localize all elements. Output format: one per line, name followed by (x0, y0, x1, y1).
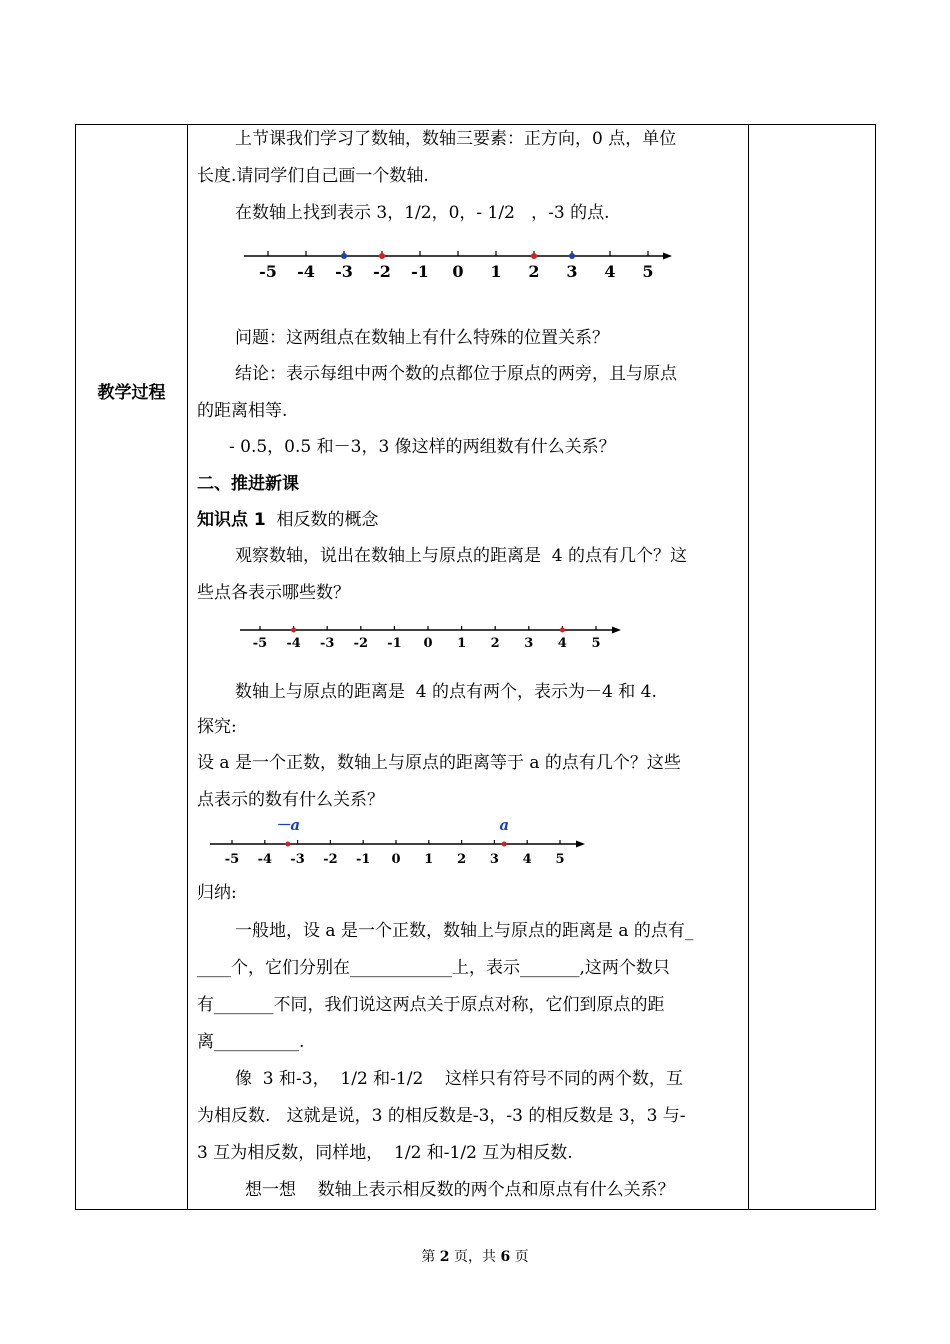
footer-middle: 页，共 (449, 1249, 501, 1265)
table-col-divider-2 (748, 124, 749, 1210)
knowledge-point (197, 510, 379, 530)
tick-label: 5 (555, 852, 565, 867)
answer-line: 数轴上与原点的距离是 4 的点有两个，表示为－4 和 4. (235, 682, 657, 702)
observe-line-1: 观察数轴，说出在数轴上与原点的距离是 4 的点有几个？这 (235, 546, 688, 566)
tick-label: 2 (528, 262, 540, 281)
table-right-border (875, 124, 876, 1210)
number-line-point (379, 253, 385, 259)
knowledge-point-title: 相反数的概念 (265, 510, 379, 530)
tick-label: 4 (522, 852, 532, 867)
tick-label: 3 (489, 852, 499, 867)
think-prompt: 想一想 数轴上表示相反数的两个点和原点有什么关系？ (245, 1180, 675, 1200)
tick-label: -5 (259, 262, 277, 281)
tick-label: 4 (557, 636, 567, 651)
footer-page-number: 2 (439, 1249, 450, 1265)
tick-label: -3 (319, 636, 335, 651)
definition-line-1: 像 3 和-3， 1/2 和-1/2 这样只有符号不同的两个数，互 (235, 1069, 683, 1089)
summary-line-1: 一般地，设 a 是一个正数，数轴上与原点的距离是 a 的点有_ (235, 921, 694, 941)
footer-total-pages: 6 (500, 1249, 511, 1265)
axis-arrow (576, 841, 585, 848)
tick-label: -5 (224, 852, 240, 867)
conclusion-line-1: 结论：表示每组中两个数的点都位于原点的两旁，且与原点 (235, 364, 677, 384)
explore-line-2: 点表示的数有什么关系？ (197, 790, 384, 810)
tick-label: -2 (323, 852, 338, 867)
tick-label: -1 (411, 262, 429, 281)
tick-label: 4 (604, 262, 616, 281)
summary-label: 归纳: (197, 883, 237, 903)
explore-line-1: 设 a 是一个正数，数轴上与原点的距离等于 a 的点有几个？这些 (197, 753, 681, 773)
tick-label: 0 (423, 636, 433, 651)
table-col-divider-1 (187, 124, 188, 1210)
tick-label: -1 (387, 636, 402, 651)
tick-label: 1 (457, 636, 467, 651)
summary-line-4: 离__________. (197, 1032, 305, 1052)
tick-label: 0 (452, 262, 464, 281)
axis-arrow (663, 253, 672, 260)
task-find-points: 在数轴上找到表示 3，1/2，0，- 1/2 ，-3 的点. (235, 203, 610, 223)
tick-label: 2 (490, 636, 500, 651)
number-line-point (560, 628, 565, 633)
number-line-point (502, 842, 507, 847)
tick-label: 3 (524, 636, 534, 651)
tick-label: -2 (373, 262, 391, 281)
number-line-point (531, 253, 537, 259)
observe-line-2: 些点各表示哪些数？ (197, 583, 350, 603)
number-line-point (341, 253, 347, 259)
point-label: －a (275, 816, 301, 834)
question-1: 问题：这两组点在数轴上有什么特殊的位置关系？ (235, 328, 609, 348)
intro-line-2: 长度.请同学们自己画一个数轴. (197, 166, 429, 186)
tick-label: -5 (252, 636, 268, 651)
definition-line-3: 3 互为相反数，同样地， 1/2 和-1/2 互为相反数. (197, 1143, 573, 1163)
table-top-border (75, 124, 876, 125)
tick-label: -3 (290, 852, 305, 867)
page-footer (0, 1246, 950, 1266)
conclusion-line-2: 的距离相等. (197, 401, 288, 421)
summary-line-2: ____个，它们分别在____________上，表示_______,这两个数只 (197, 958, 670, 978)
tick-label: -4 (286, 636, 301, 651)
tick-label: 5 (591, 636, 601, 651)
tick-label: 3 (566, 262, 578, 281)
number-line-1 (240, 243, 680, 283)
intro-line-1: 上节课我们学习了数轴，数轴三要素：正方向，0 点，单位 (235, 129, 677, 149)
question-2: - 0.5，0.5 和－3，3 像这样的两组数有什么关系？ (229, 437, 616, 457)
tick-label: 1 (490, 262, 502, 281)
table-left-border (75, 124, 76, 1210)
definition-line-2: 为相反数. 这就是说，3 的相反数是-3，-3 的相反数是 3，3 与- (197, 1106, 686, 1126)
knowledge-point-label: 知识点 1 (197, 510, 266, 530)
tick-label: -2 (353, 636, 369, 651)
tick-label: 5 (642, 262, 654, 281)
table-bottom-border (75, 1209, 876, 1210)
row-label-teaching-process: 教学过程 (97, 383, 166, 403)
number-line-point (291, 628, 296, 633)
tick-label: 0 (391, 852, 401, 867)
footer-prefix: 第 (421, 1249, 440, 1265)
tick-label: 2 (457, 852, 467, 867)
tick-label: 1 (424, 852, 434, 867)
section-title: 二、推进新课 (197, 474, 299, 494)
point-label: a (499, 816, 510, 834)
footer-suffix: 页 (510, 1249, 529, 1265)
tick-label: -3 (335, 262, 353, 281)
number-line-point (569, 253, 575, 259)
number-line-point (285, 842, 290, 847)
axis-arrow (612, 627, 621, 634)
summary-line-3: 有_______不同，我们说这两点关于原点对称，它们到原点的距 (197, 995, 665, 1015)
tick-label: -4 (257, 852, 273, 867)
number-line-3 (205, 816, 595, 868)
tick-label: -1 (355, 852, 371, 867)
number-line-2 (233, 622, 633, 654)
explore-label: 探究: (197, 717, 237, 737)
tick-label: -4 (297, 262, 315, 281)
